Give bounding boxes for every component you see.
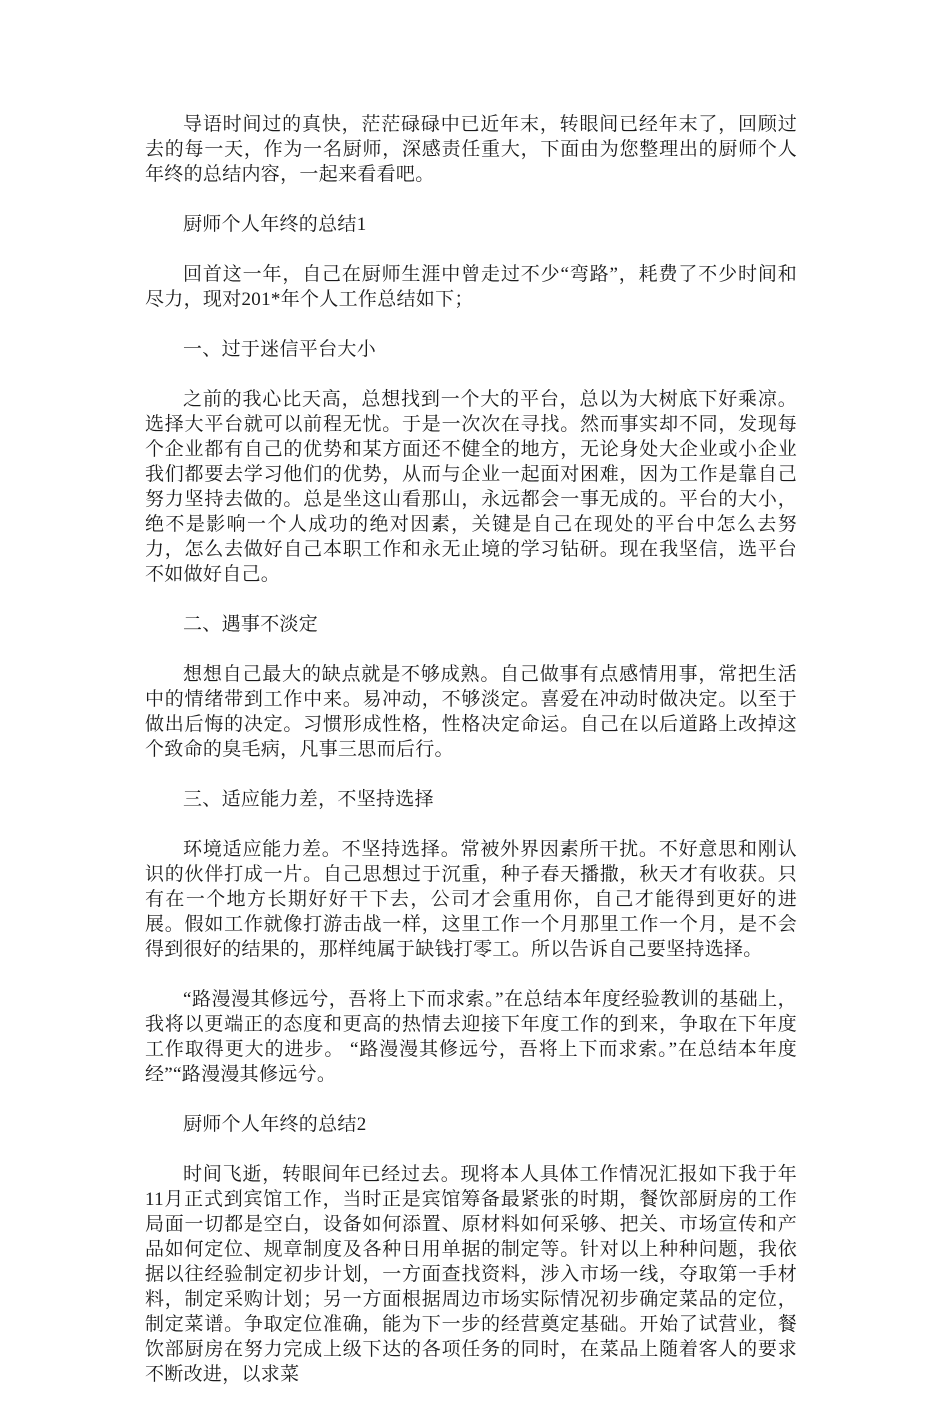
document-page (145, 112, 797, 1412)
paragraph-1: 回首这一年，自己在厨师生涯中曾走过不少“弯路”，耗费了不少时间和尽力，现对201*年个人工作总结如下； (145, 264, 797, 310)
paragraph-3: 想想自己最大的缺点就是不够成熟。自己做事有点感情用事，常把生活中的情绪带到工作中来。易冲动，不够淡定。喜爱在冲动时做决定。以至于做出后悔的决定。习惯形成性格，性格决定命运。自己在以后道路上改掉这个致命的臭毛病，凡事三思而后行。 (145, 664, 797, 760)
subheading-2: 二、遇事不淡定 (183, 614, 319, 635)
paragraph-6: 时间飞逝，转眼间年已经过去。现将本人具体工作情况汇报如下我于年11月正式到宾馆工作，当时正是宾馆筹备最紧张的时期，餐饮部厨房的工作局面一切都是空白，设备如何添置、原材料如何采够、把关、市场宣传和产品如何定位、规章制度及各种日用单据的制定等。针对以上种种问题，我依据以往经验制定初步计划，一方面查找资料，涉入市场一线，夺取第一手材料，制定采购计划；另一方面根据周边市场实际情况初步确定菜品的定位，制定菜谱。争取定位准确，能为下一步的经营奠定基础。开始了试营业，餐饮部厨房在努力完成上级下达的各项任务的同时，在菜品上随着客人的要求不断改进，以求菜 (145, 1164, 797, 1385)
paragraph-4: 环境适应能力差。不坚持选择。常被外界因素所干扰。不好意思和刚认识的伙伴打成一片。自己思想过于沉重，种子春天播撒，秋天才有收获。只有在一个地方长期好好干下去，公司才会重用你，自己才能得到更好的进展。假如工作就像打游击战一样，这里工作一个月那里工作一个月，是不会得到很好的结果的，那样纯属于缺钱打零工。所以告诉自己要坚持选择。 (145, 839, 797, 960)
section-title-2: 厨师个人年终的总结2 (183, 1114, 367, 1135)
subheading-1: 一、过于迷信平台大小 (183, 339, 377, 360)
subheading-3: 三、适应能力差，不坚持选择 (183, 789, 434, 810)
paragraph-5: “路漫漫其修远兮，吾将上下而求索。”在总结本年度经验教训的基础上，我将以更端正的态度和更高的热情去迎接下年度工作的到来，争取在下年度工作取得更大的进步。 “路漫漫其修远兮，吾将上下而求索。”在总结本年度经”“路漫漫其修远兮。 (145, 989, 797, 1085)
section-title-1: 厨师个人年终的总结1 (183, 214, 367, 235)
paragraph-2: 之前的我心比天高，总想找到一个大的平台，总以为大树底下好乘凉。选择大平台就可以前程无忧。于是一次次在寻找。然而事实却不同，发现每个企业都有自己的优势和某方面还不健全的地方，无论身处大企业或小企业我们都要去学习他们的优势，从而与企业一起面对困难，因为工作是靠自己努力坚持去做的。总是坐这山看那山，永远都会一事无成的。平台的大小，绝不是影响一个人成功的绝对因素，关键是自己在现处的平台中怎么去努力，怎么去做好自己本职工作和永无止境的学习钻研。现在我坚信，选平台不如做好自己。 (145, 389, 797, 585)
intro-paragraph: 导语时间过的真快，茫茫碌碌中已近年末，转眼间已经年末了，回顾过去的每一天，作为一名厨师，深感责任重大，下面由为您整理出的厨师个人年终的总结内容，一起来看看吧。 (145, 114, 797, 185)
